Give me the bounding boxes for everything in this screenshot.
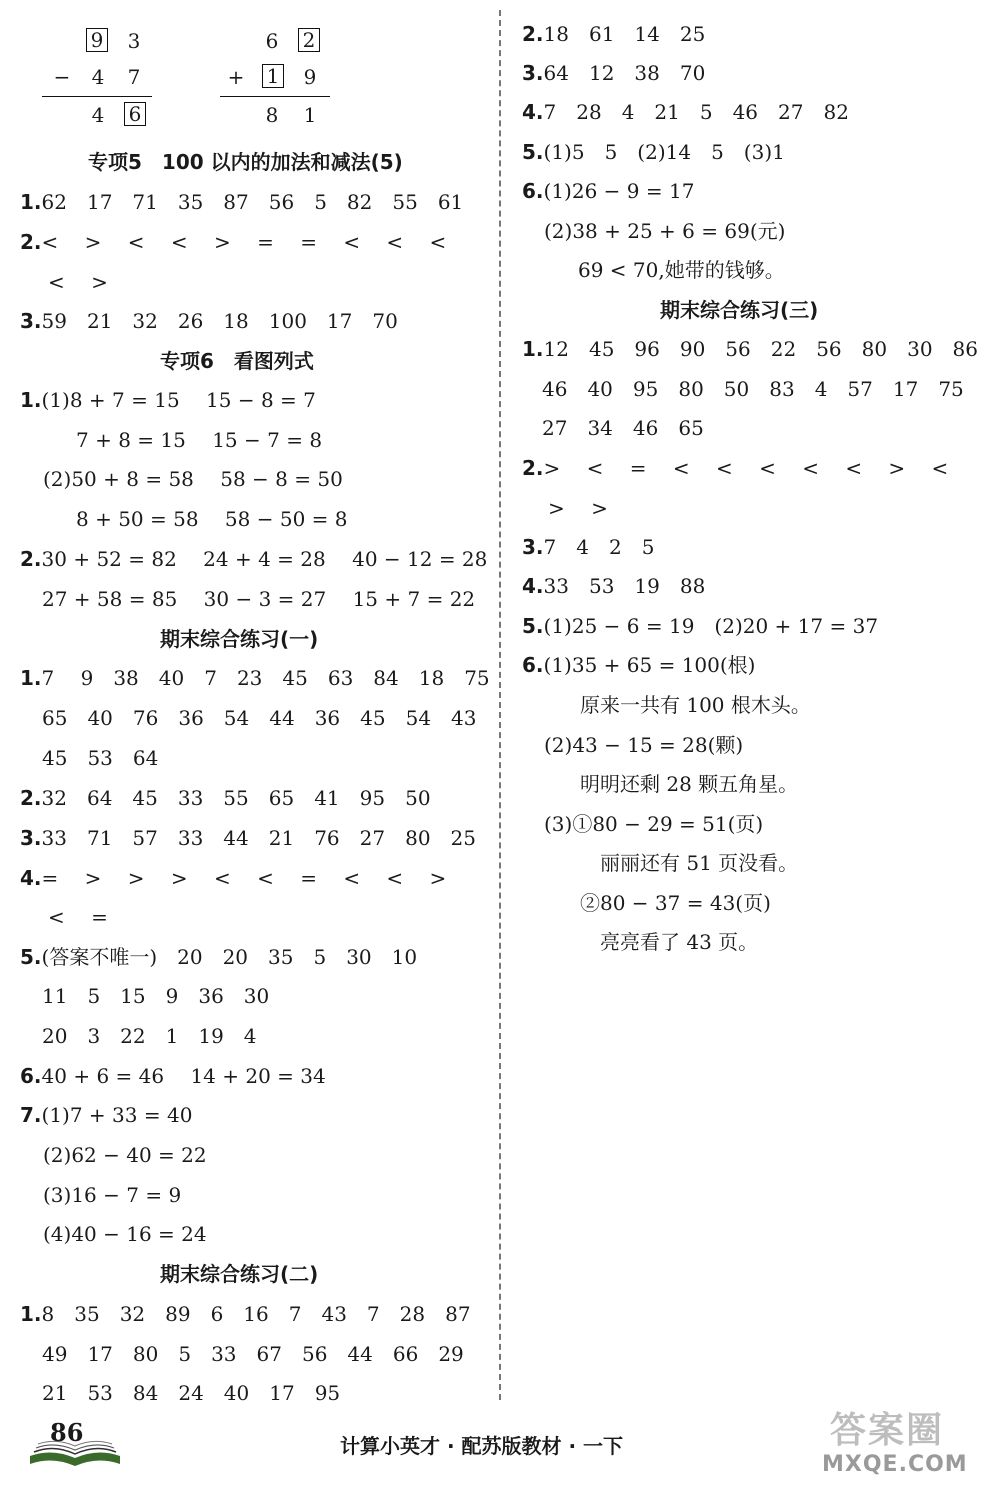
answer-line: 7.(1)7 + 33 = 40 [20, 1103, 193, 1127]
answer-line: 6.(1)35 + 65 = 100(根) [522, 653, 756, 677]
digit: 1 [303, 103, 317, 127]
answer-line: 69 < 70,她带的钱够。 [578, 258, 785, 282]
answer-line: 5.(1)25 − 6 = 19 (2)20 + 17 = 37 [522, 614, 879, 638]
answer-line: 3.64 12 38 70 [522, 61, 706, 85]
section-heading: 期末综合练习(三) [660, 298, 819, 322]
item-number: 2. [20, 547, 42, 571]
answer-line: 27 34 46 65 [542, 416, 704, 440]
answer-line: 2.18 61 14 25 [522, 22, 706, 46]
item-number: 2. [522, 22, 544, 46]
watermark-logo-text: 答案圈 [830, 1410, 945, 1451]
digit: 7 [127, 65, 141, 89]
answer-line: 2.30 + 52 = 82 24 + 4 = 28 40 − 12 = 28 [20, 547, 488, 571]
answer-line: 2.32 64 45 33 55 65 41 95 50 [20, 786, 431, 810]
answer-line: (3)16 − 7 = 9 [43, 1183, 182, 1207]
item-number: 3. [20, 309, 42, 333]
item-number: 1. [20, 1302, 42, 1326]
answer-line: (2)62 − 40 = 22 [43, 1143, 207, 1167]
item-number: 2. [20, 230, 42, 254]
digit: 4 [91, 65, 105, 89]
answer-line: 4.33 53 19 88 [522, 574, 706, 598]
answer-line: 2.> < = < < < < < > < [522, 456, 949, 480]
answer-line: (2)50 + 8 = 58 58 − 8 = 50 [43, 467, 343, 491]
answer-line: < > [48, 270, 108, 294]
section-heading: 专项5 100 以内的加法和减法(5) [88, 150, 403, 174]
result-line [42, 96, 152, 97]
item-number: 2. [522, 456, 544, 480]
plus-sign: + [227, 65, 245, 89]
digit: 6 [265, 29, 279, 53]
answer-line: 27 + 58 = 85 30 − 3 = 27 15 + 7 = 22 [42, 587, 476, 611]
answer-line: 4.7 28 4 21 5 46 27 82 [522, 100, 849, 124]
answer-box: 2 [298, 28, 320, 52]
answer-line: 2.< > < < > = = < < < [20, 230, 447, 254]
answer-line: 6.(1)26 − 9 = 17 [522, 179, 695, 203]
digit: 8 [265, 103, 279, 127]
item-number: 1. [20, 190, 42, 214]
item-number: 3. [20, 826, 42, 850]
answer-line: 20 3 22 1 19 4 [42, 1024, 257, 1048]
answer-line: 45 53 64 [42, 746, 159, 770]
answer-line: 46 40 95 80 50 83 4 57 17 75 [542, 377, 964, 401]
section-heading: 期末综合练习(一) [160, 627, 319, 651]
answer-line: 65 40 76 36 54 44 36 45 54 43 [42, 706, 477, 730]
answer-line: (2)38 + 25 + 6 = 69(元) [544, 219, 786, 243]
answer-line: 7 + 8 = 15 15 − 7 = 8 [76, 428, 323, 452]
answer-line: 1.62 17 71 35 87 56 5 82 55 61 [20, 190, 464, 214]
item-number: 3. [522, 535, 544, 559]
item-number: 3. [522, 61, 544, 85]
answer-line: 11 5 15 9 36 30 [42, 984, 270, 1008]
minus-sign: − [53, 65, 71, 89]
answer-line: 原来一共有 100 根木头。 [580, 693, 811, 717]
item-number: 4. [522, 574, 544, 598]
item-number: 6. [522, 653, 544, 677]
digit: 4 [91, 103, 105, 127]
book-title: 计算小英才 · 配苏版教材 · 一下 [340, 1434, 624, 1458]
item-number: 4. [522, 100, 544, 124]
item-number: 2. [20, 786, 42, 810]
page-number: 86 [50, 1418, 84, 1447]
answer-line: 3.59 21 32 26 18 100 17 70 [20, 309, 398, 333]
answer-line: (4)40 − 16 = 24 [43, 1222, 207, 1246]
answer-line: 5.(1)5 5 (2)14 5 (3)1 [522, 140, 785, 164]
section-heading: 专项6 看图列式 [160, 349, 314, 373]
item-number: 5. [522, 614, 544, 638]
answer-line: 49 17 80 5 33 67 56 44 66 29 [42, 1342, 464, 1366]
answer-line: 21 53 84 24 40 17 95 [42, 1381, 341, 1405]
item-number: 5. [522, 140, 544, 164]
answer-line: 8 + 50 = 58 58 − 50 = 8 [76, 507, 348, 531]
digit: 9 [303, 65, 317, 89]
answer-line: (2)43 − 15 = 28(颗) [544, 733, 744, 757]
answer-line: 5.(答案不唯一) 20 20 35 5 30 10 [20, 945, 418, 969]
item-number: 1. [20, 388, 42, 412]
column-divider [499, 10, 501, 1400]
section-heading: 期末综合练习(二) [160, 1262, 319, 1286]
answer-line: 6.40 + 6 = 46 14 + 20 = 34 [20, 1064, 326, 1088]
item-number: 6. [20, 1064, 42, 1088]
answer-line: 3.33 71 57 33 44 21 76 27 80 25 [20, 826, 477, 850]
answer-line: 3.7 4 2 5 [522, 535, 655, 559]
answer-line: 1.7 9 38 40 7 23 45 63 84 18 75 [20, 666, 490, 690]
answer-line: 1.12 45 96 90 56 22 56 80 30 86 [522, 337, 979, 361]
answer-line: ②80 − 37 = 43(页) [580, 891, 771, 915]
answer-line: < = [48, 905, 108, 929]
answer-box: 1 [262, 64, 284, 88]
answer-line: 1.(1)8 + 7 = 15 15 − 8 = 7 [20, 388, 316, 412]
answer-line: 1.8 35 32 89 6 16 7 43 7 28 87 [20, 1302, 471, 1326]
item-number: 1. [20, 666, 42, 690]
answer-box: 9 [86, 28, 108, 52]
answer-box: 6 [124, 102, 146, 126]
watermark-url: MXQE.COM [822, 1452, 968, 1477]
item-number: 6. [522, 179, 544, 203]
answer-line: 明明还剩 28 颗五角星。 [580, 772, 799, 796]
answer-line: 4.= > > > < < = < < > [20, 866, 447, 890]
digit: 3 [127, 29, 141, 53]
item-number: 7. [20, 1103, 42, 1127]
answer-line: (3)①80 − 29 = 51(页) [544, 812, 764, 836]
result-line [220, 96, 330, 97]
answer-line: 亮亮看了 43 页。 [600, 930, 759, 954]
item-number: 5. [20, 945, 42, 969]
answer-line: 丽丽还有 51 页没看。 [600, 851, 799, 875]
item-number: 1. [522, 337, 544, 361]
answer-line: > > [548, 496, 608, 520]
item-number: 4. [20, 866, 42, 890]
